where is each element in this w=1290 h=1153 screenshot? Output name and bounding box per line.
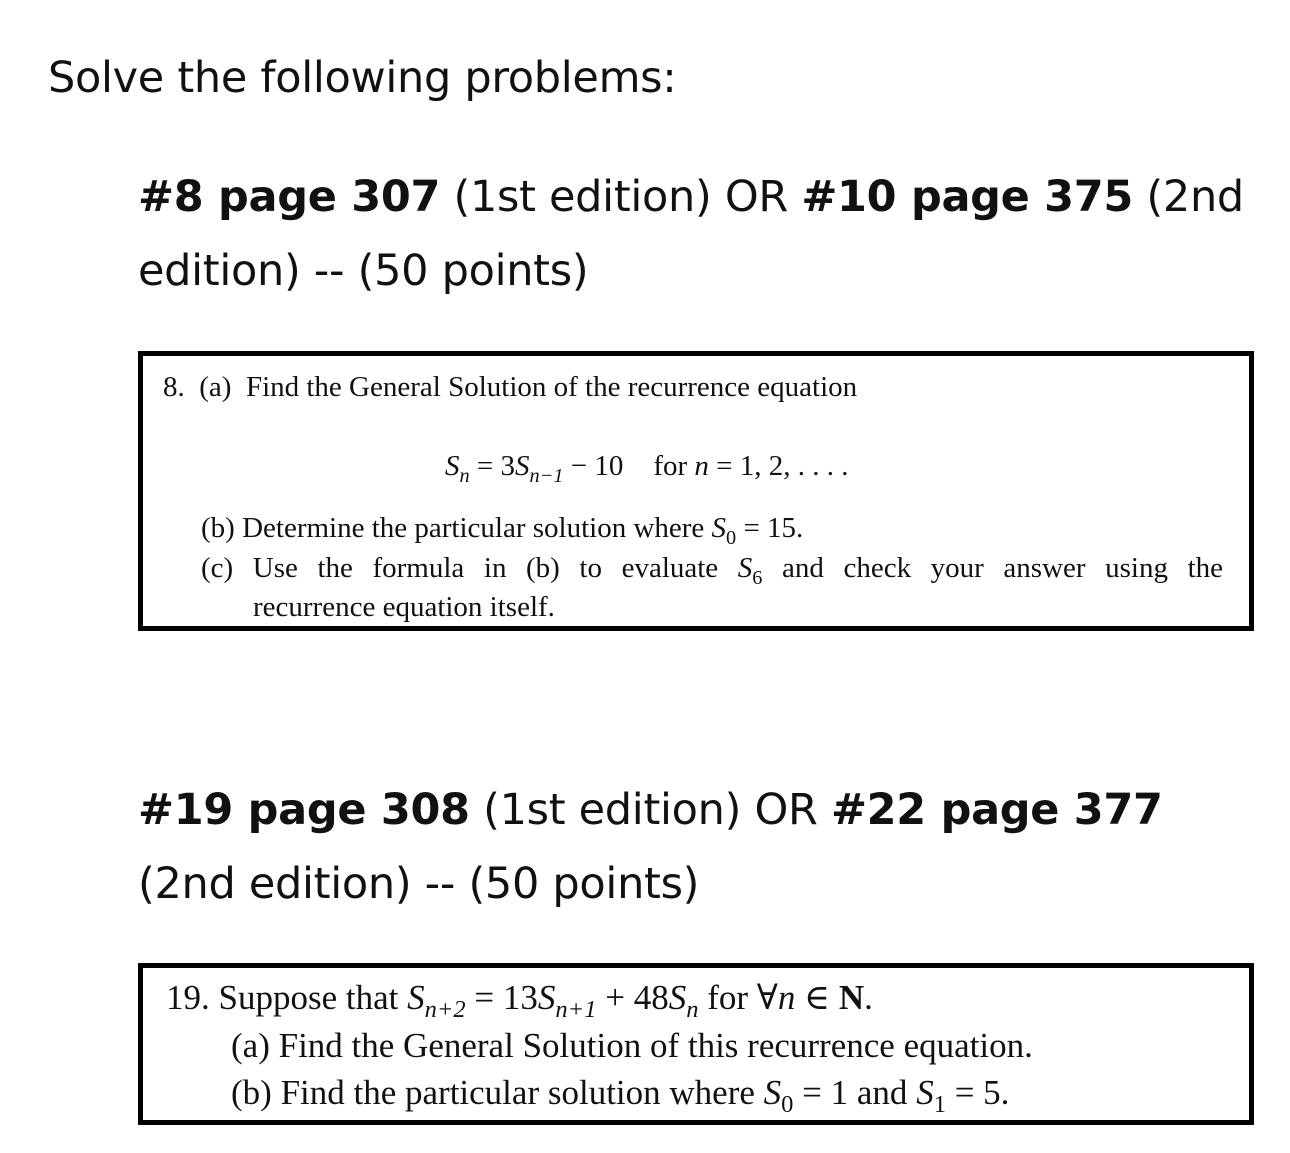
assignment-1 xyxy=(138,160,1248,308)
problem-8-part-b: (b) Determine the particular solution where $S_0 = 15$. xyxy=(201,512,804,549)
assignment-1-edition-text: (1st edition) OR xyxy=(440,172,802,222)
assignment-1-ref-1st: #8 page 307 xyxy=(138,172,441,222)
problem-19-part-b: (b) Find the particular solution where $S_0 = 1$ and $S_1 = 5$. xyxy=(231,1073,1010,1118)
problem-8-box xyxy=(138,351,1254,631)
assignment-1-ref-2nd: #10 page 375 xyxy=(801,172,1134,222)
problem-8-part-c-continued: recurrence equation itself. xyxy=(253,591,555,623)
problem-8-part-a: 8. (a) Find the General Solution of the recurrence equation xyxy=(163,371,858,403)
assignment-2-ref-2nd: #22 page 377 xyxy=(830,785,1163,835)
assignment-2-points-text: (2nd edition) -- (50 points) xyxy=(138,859,700,909)
problem-8-part-c: (c) Use the formula in (b) to evaluate $S_6$ and check your answer using the xyxy=(201,552,1224,589)
problem-8-equation: $S_n = 3S_{n-1} - 10$ for n = 1, 2, . . . . xyxy=(445,450,849,487)
assignment-2-edition-text: (1st edition) OR xyxy=(469,785,831,835)
page-heading: Solve the following problems: xyxy=(48,53,677,103)
problem-19-part-a: (a) Find the General Solution of this recurrence equation. xyxy=(231,1026,1033,1065)
problem-19-box xyxy=(138,963,1254,1125)
problem-19-statement: 19. Suppose that $S_{n+2} = 13S_{n+1} + 48S_n$ for ∀n ∈ N. xyxy=(166,978,873,1023)
assignment-2-ref-1st: #19 page 308 xyxy=(138,785,470,835)
assignment-1-points-text: (2nd edition) -- (50 points) xyxy=(138,172,1244,296)
assignment-2 xyxy=(138,773,1248,921)
